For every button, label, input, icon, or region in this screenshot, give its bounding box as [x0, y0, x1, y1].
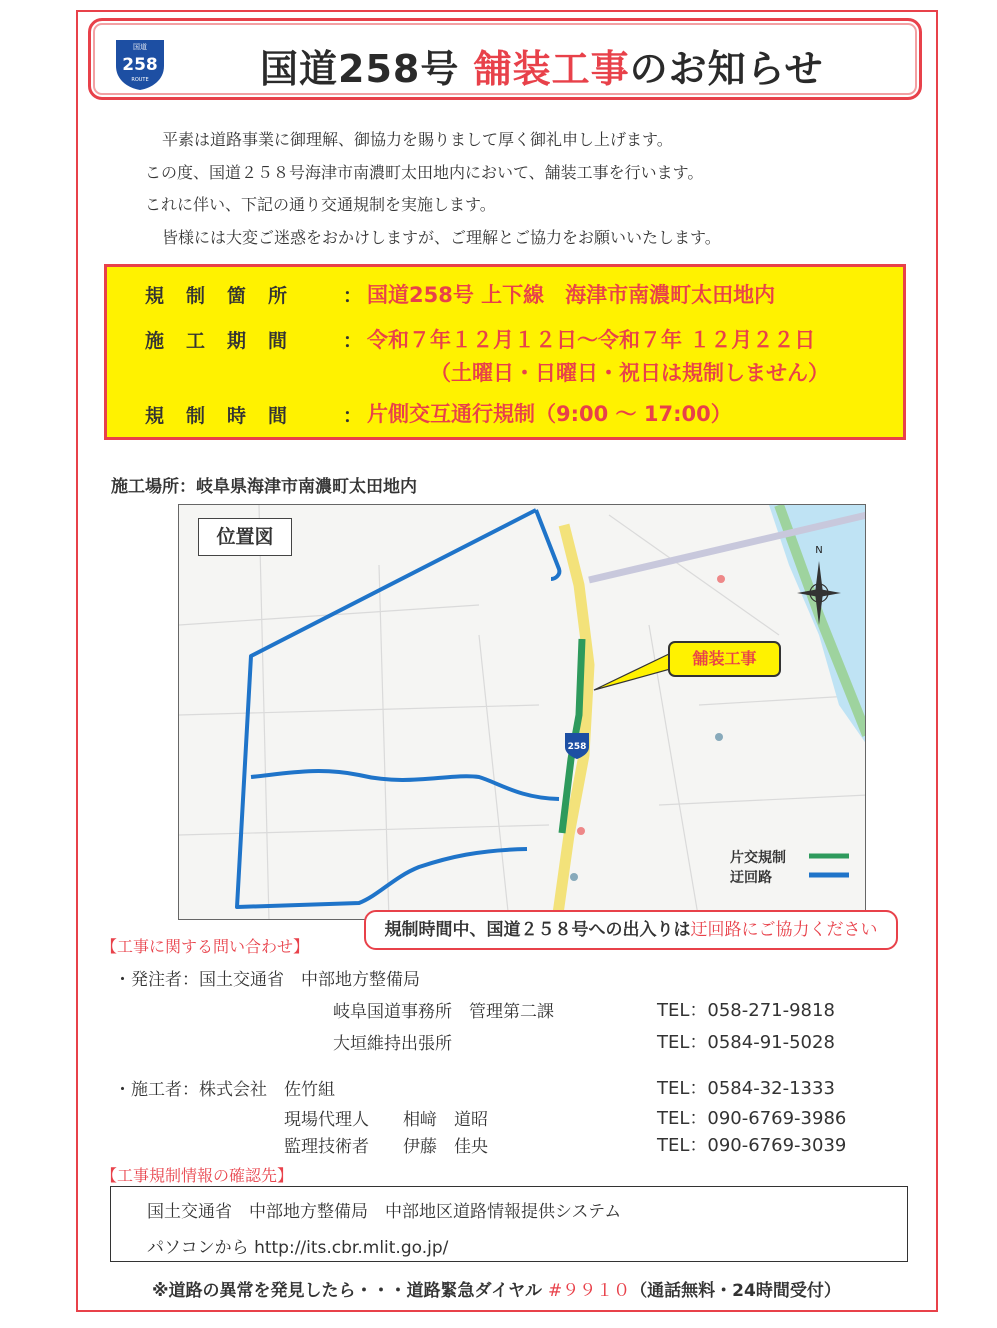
intro-line: 平素は道路事業に御理解、御協力を賜りまして厚く御礼申し上げます。: [162, 130, 673, 149]
map-title: 位置図: [198, 518, 292, 556]
title-prefix: 国道258号: [260, 47, 460, 91]
colon: ：: [343, 285, 363, 307]
regulation-location-value: 国道258号 上下線 海津市南濃町太田地内: [367, 283, 776, 307]
notice-highlight: 迂回路にご協力ください: [690, 920, 878, 940]
info-line-1: 国土交通省 中部地方整備局 中部地区道路情報提供システム: [147, 1202, 622, 1222]
notice-prefix: 規制時間中、国道２５８号への出入りは: [384, 920, 691, 940]
colon: ：: [343, 330, 363, 352]
regulation-period-note: （土曜日・日曜日・祝日は規制しません）: [430, 361, 829, 385]
intro-line: 皆様には大変ご迷惑をおかけしますが、ご理解とご協力をお願いいたします。: [162, 228, 721, 247]
office-2-tel: TEL：0584-91-5028: [657, 1032, 835, 1053]
regulation-location-label: 規制箇所: [145, 285, 310, 307]
legend-detour-label: 迂回路: [730, 870, 772, 886]
contractor: ・施工者：株式会社 佐竹組: [114, 1080, 335, 1100]
site-agent-tel: TEL：090-6769-3986: [657, 1108, 847, 1129]
construction-callout: 舗装工事: [668, 641, 781, 677]
regulation-period-value: 令和７年１２月１２日～令和７年 １２月２２日: [367, 328, 816, 352]
emergency-suffix: （通話無料・24時間受付）: [630, 1281, 841, 1301]
intro-line: これに伴い、下記の通り交通規制を実施します。: [145, 195, 496, 214]
contact-heading: 【工事に関する問い合わせ】: [101, 937, 310, 956]
page-title: [260, 38, 823, 93]
info-url[interactable]: パソコンから http://its.cbr.mlit.go.jp/: [147, 1238, 449, 1258]
intro-line: この度、国道２５８号海津市南濃町太田地内において、舗装工事を行います。: [145, 163, 704, 182]
legend-one-way-label: 片交規制: [730, 850, 786, 866]
orderer: ・発注者：国土交通省 中部地方整備局: [114, 970, 420, 990]
supervising-engineer: 監理技術者 伊藤 佳央: [284, 1137, 488, 1157]
svg-text:国道: 国道: [133, 43, 147, 51]
svg-text:N: N: [815, 545, 823, 556]
info-heading: 【工事規制情報の確認先】: [101, 1166, 294, 1185]
svg-text:258: 258: [567, 742, 587, 752]
contractor-tel: TEL：0584-32-1333: [657, 1078, 835, 1099]
svg-text:ROUTE: ROUTE: [131, 77, 149, 83]
colon: ：: [343, 405, 363, 427]
office-1-tel: TEL：058-271-9818: [657, 1000, 835, 1021]
regulation-time-value: 片側交互通行規制（9:00 ～ 17:00）: [367, 402, 732, 426]
office-2: 大垣維持出張所: [333, 1034, 452, 1054]
title-highlight: 舗装工事: [473, 47, 630, 91]
site-agent: 現場代理人 相﨑 道昭: [284, 1110, 488, 1130]
site-location: 施工場所：岐阜県海津市南濃町太田地内: [111, 477, 417, 497]
regulation-time-label: 規制時間: [145, 405, 310, 427]
supervising-engineer-tel: TEL：090-6769-3039: [657, 1135, 847, 1156]
emergency-number: #９９１０: [547, 1281, 631, 1301]
title-suffix: のお知らせ: [629, 47, 824, 91]
emergency-prefix: ※道路の異常を発見したら・・・道路緊急ダイヤル: [152, 1281, 548, 1301]
svg-text:258: 258: [122, 55, 158, 75]
detour-notice: [364, 910, 898, 950]
emergency-dial: [152, 1276, 841, 1301]
office-1: 岐阜国道事務所 管理第二課: [333, 1002, 554, 1022]
route-258-badge-icon: [112, 36, 168, 92]
regulation-period-label: 施工期間: [145, 330, 310, 352]
